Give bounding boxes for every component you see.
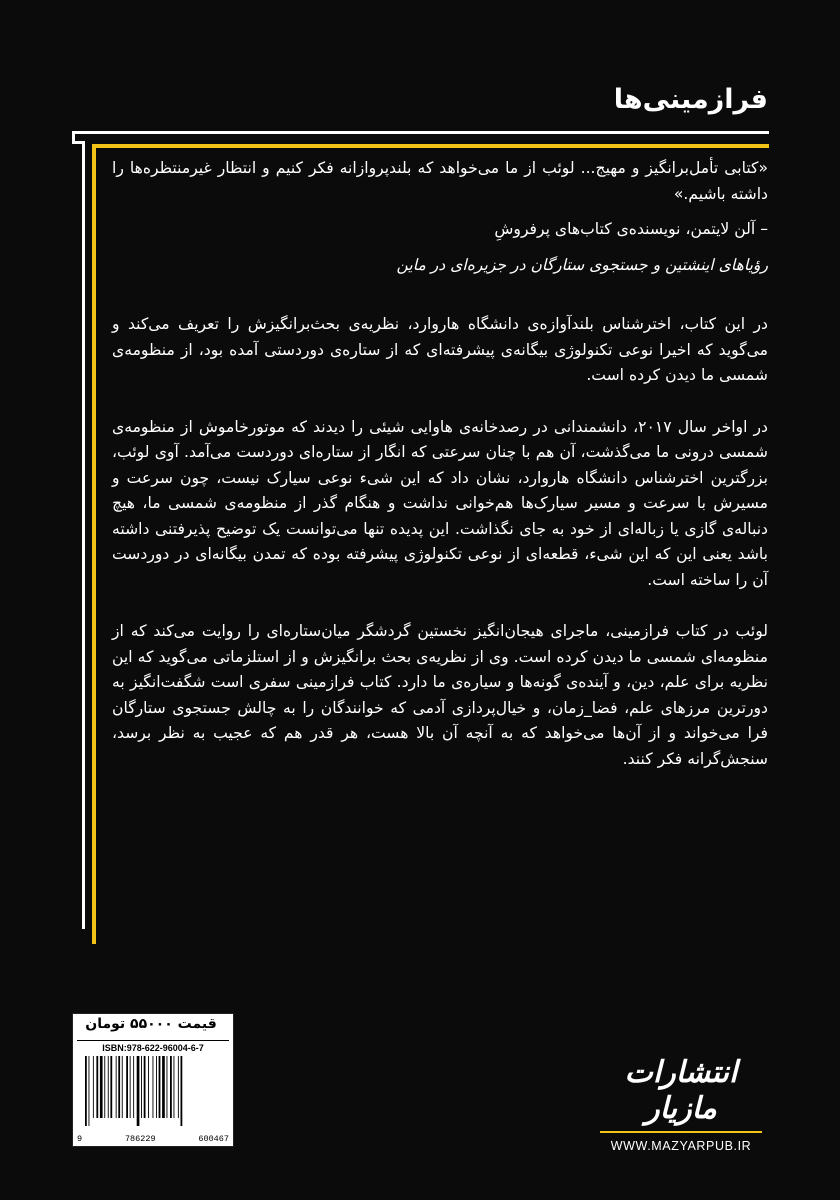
- barcode-bar: [118, 1056, 120, 1118]
- barcode-bar: [100, 1056, 103, 1118]
- barcode-bar: [89, 1056, 90, 1126]
- price-label: قیمت ۵۵۰۰۰ تومان: [85, 1016, 217, 1032]
- barcode-bar: [181, 1056, 183, 1126]
- publisher-divider: [600, 1131, 762, 1133]
- barcode-digit-prefix: 9: [77, 1134, 83, 1144]
- book-title: فرازمینی‌ها: [613, 84, 768, 115]
- barcode-bar: [93, 1056, 94, 1118]
- frame-line-white-step-top: [72, 131, 75, 141]
- barcode-bar: [153, 1056, 154, 1118]
- description-paragraph-1: در این کتاب، اخترشناس بلندآوازه‌ی دانشگاه هاروارد، نظریه‌ی بحث‌برانگیزش را تعریف می‌کند و می‌گوید که اخیرا نوعی تکنولوژی بیگانه‌ی پیشرفته‌ای که از ستاره‌ی دوردستی آمده بود، از منظومه‌ی شمسی ما دیدن کرده است.: [112, 315, 768, 384]
- barcode-bars: [83, 1056, 225, 1126]
- description-paragraph-3: لوئب در کتاب فرازمینی، ماجرای هیجان‌انگیز نخستین گردشگر میان‌ستاره‌ای را روایت می‌کند که از منظومه‌ای شمسی ما دیدن کرده است. وی از نظریه‌ی بحث برانگیزش و از استلزماتی می‌گوید که این نظریه برای علم، دین، و آینده‌ی گونه‌ها و سیاره‌ی ما دارد. کتاب فرازمینی سفری است شگفت‌انگیز به دورترین مرزهای علم، فضا_زمان، و خیال‌پردازی آدمی که خوانندگان را به چالش جستجوی ستارگان فرا می‌خواند و از آن‌ها می‌خواهد که به آنچه آن بالا هست، هر قدر هم که عجیب به نظر برسد، سنجش‌گرانه فکر کنند.: [112, 622, 768, 768]
- barcode-digit-group-1: 786229: [124, 1134, 156, 1144]
- publisher-logo: انتشارات مازیار: [624, 1055, 738, 1126]
- barcode-bar: [122, 1056, 123, 1118]
- barcode-bar: [174, 1056, 175, 1118]
- barcode-bar: [96, 1056, 98, 1118]
- frame-line-yellow-top: [92, 144, 769, 148]
- blurb-attribution-books: رؤیاهای اینشتین و جستجوی ستارگان در جزیره‌ای در ماین: [396, 255, 768, 274]
- barcode-bar: [133, 1056, 134, 1118]
- barcode-numbers: [77, 1134, 229, 1144]
- isbn-label: ISBN:978-622-96004-6-7: [77, 1040, 229, 1053]
- publisher-block: [596, 1055, 766, 1153]
- barcode-bar: [110, 1056, 112, 1118]
- barcode-bar: [108, 1056, 109, 1118]
- blurb-quote: «کتابی تأمل‌برانگیز و مهیج... لوئب از ما می‌خواهد که بلندپروازانه فکر کنیم و انتظار غیرمنتظره‌ها را داشته باشیم.»: [112, 159, 768, 203]
- barcode-digit-group-2: 600467: [198, 1134, 229, 1144]
- frame-line-white-left: [82, 141, 85, 929]
- frame-line-white-top: [72, 131, 769, 134]
- description-paragraph-2: در اواخر سال ۲۰۱۷، دانشمندانی در رصدخانه‌ی هاوایی شیئی را دیدند که موتورخاموش از منظومه‌ی شمسی درونی ما می‌گذشت، آن هم با چنان سرعتی که انگار از ستاره‌ای دوردست می‌آمد. آوی لوئب، بزرگترین اخترشناس دانشگاه هاروارد، نشان داد که این شیء نوعی سیارک نیست، چون سرعت و مسیرش با سرعت و مسیر سیارک‌ها هم‌خوانی نداشت و هنگام گذر از منظومه‌ی شمسی ما، هیچ دنباله‌ی گازی یا زباله‌ای از خود به جای نگذاشت. این پدیده تنها می‌توانست یک توضیح پذیرفتنی داشته باشد یعنی این که این شیء، قطعه‌ای از نوعی تکنولوژی پیشرفته بوده که تمدن بیگانه‌ای در دوردست آن را ساخته است.: [112, 417, 768, 589]
- publisher-url[interactable]: WWW.MAZYARPUB.IR: [610, 1139, 752, 1153]
- back-cover-text: [112, 156, 768, 798]
- barcode-bar: [178, 1056, 179, 1118]
- barcode-bar: [159, 1056, 161, 1118]
- barcode-bar: [85, 1056, 87, 1126]
- barcode-bar: [104, 1056, 105, 1118]
- blurb-attribution: – آلن لایتمن، نویسنده‌ی کتاب‌های پرفروشِ: [494, 220, 768, 238]
- barcode-bar: [126, 1056, 128, 1118]
- barcode-bar: [130, 1056, 131, 1118]
- frame-line-yellow-left: [92, 144, 96, 944]
- barcode-bar: [167, 1056, 168, 1118]
- barcode-bar: [162, 1056, 165, 1118]
- barcode-bar: [141, 1056, 142, 1118]
- barcode-bar: [148, 1056, 149, 1118]
- barcode-bar: [170, 1056, 172, 1118]
- barcode-bar: [137, 1056, 140, 1126]
- barcode-bar: [144, 1056, 146, 1118]
- price-barcode-box: [72, 1013, 234, 1147]
- barcode-bar: [156, 1056, 157, 1118]
- barcode-bar: [116, 1056, 117, 1118]
